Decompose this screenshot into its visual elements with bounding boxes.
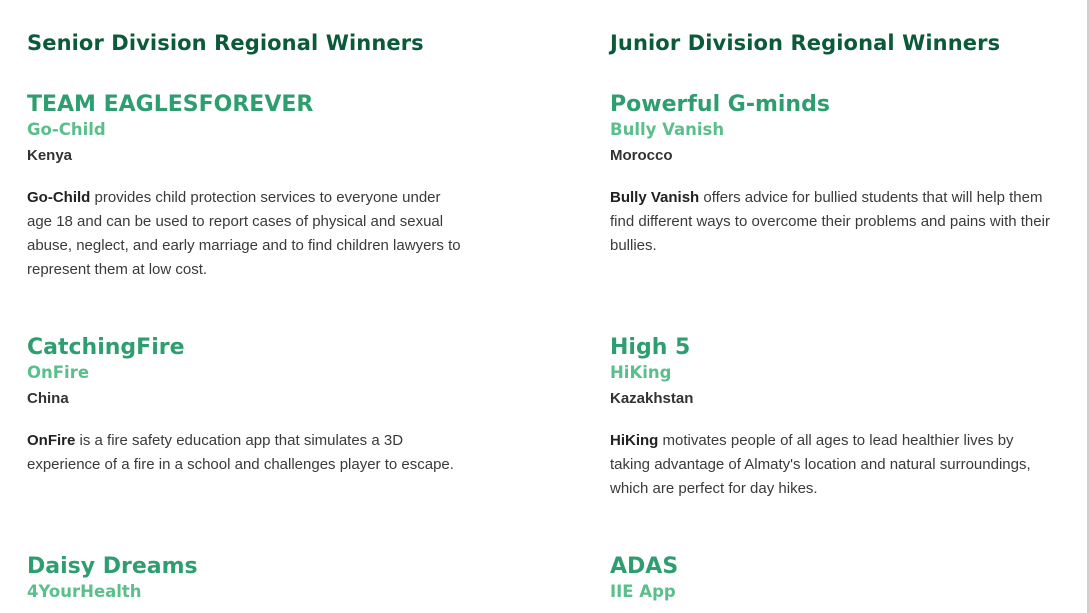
- team-name: ADAS: [610, 554, 679, 579]
- app-name: 4YourHealth: [27, 582, 142, 601]
- app-name: HiKing: [610, 363, 672, 382]
- app-description: [27, 429, 467, 477]
- description-app-name: Go-Child: [27, 189, 91, 206]
- junior-division-title: Junior Division Regional Winners: [610, 31, 1001, 55]
- country: Morocco: [610, 147, 673, 164]
- senior-division-title: Senior Division Regional Winners: [27, 31, 424, 55]
- winner-card: [610, 92, 1060, 258]
- app-description: [610, 186, 1050, 258]
- winner-card: [27, 554, 477, 604]
- description-text: offers advice for bullied students that will help them find different ways to overcome their problems and pains with their bullies.: [610, 189, 1050, 254]
- winner-card: [610, 335, 1060, 501]
- description-text: is a fire safety education app that simulates a 3D experience of a fire in a school and challenges player to escape.: [27, 432, 454, 473]
- country: China: [27, 390, 69, 407]
- description-text: motivates people of all ages to lead healthier lives by taking advantage of Almaty's location and natural surroundings, which are perfect for day hikes.: [610, 432, 1031, 497]
- junior-division-column: [610, 28, 1060, 604]
- team-name: TEAM EAGLESFOREVER: [27, 92, 314, 117]
- app-name: Bully Vanish: [610, 120, 725, 139]
- description-app-name: OnFire: [27, 432, 76, 449]
- winner-card: [610, 554, 1060, 604]
- winner-card: [27, 92, 477, 282]
- app-name: OnFire: [27, 363, 90, 382]
- winner-card: [27, 335, 477, 477]
- app-description: [610, 429, 1050, 501]
- team-name: High 5: [610, 335, 691, 360]
- country: Kenya: [27, 147, 73, 164]
- description-app-name: HiKing: [610, 432, 659, 449]
- app-name: Go-Child: [27, 120, 106, 139]
- team-name: Daisy Dreams: [27, 554, 198, 579]
- app-description: [27, 186, 467, 282]
- app-name: IIE App: [610, 582, 676, 601]
- description-text: provides child protection services to everyone under age 18 and can be used to report cases of physical and sexual abuse, neglect, and early marriage and to find children lawyers to represent them at low cost.: [27, 189, 461, 278]
- team-name: Powerful G-minds: [610, 92, 830, 117]
- senior-division-column: [27, 28, 477, 604]
- description-app-name: Bully Vanish: [610, 189, 700, 206]
- team-name: CatchingFire: [27, 335, 185, 360]
- country: Kazakhstan: [610, 390, 694, 407]
